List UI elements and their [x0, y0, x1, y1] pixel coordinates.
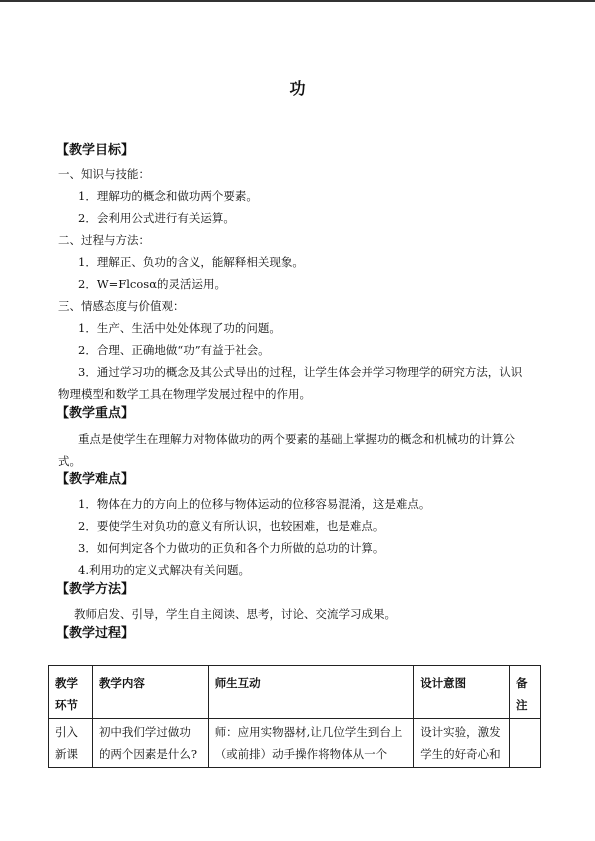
- emotion-title: 三、情感态度与价值观：: [58, 299, 185, 313]
- difficulty-item: 3．如何判定各个力做功的正负和各个力所做的总功的计算。: [78, 541, 385, 555]
- key-points-text-continued: 式。: [58, 454, 81, 468]
- difficulty-item: 1．物体在力的方向上的位移与物体运动的位移容易混淆，这是难点。: [78, 497, 431, 511]
- emotion-item: 1．生产、生活中处处体现了功的问题。: [78, 321, 281, 335]
- header-note: 备注: [510, 666, 541, 719]
- cell-stage: 引入新课: [49, 719, 93, 768]
- process-item: 1．理解正、负功的含义，能解释相关现象。: [78, 255, 304, 269]
- methods-heading: 【教学方法】: [56, 582, 135, 597]
- objectives-heading: 【教学目标】: [56, 143, 135, 158]
- procedure-heading: 【教学过程】: [56, 626, 135, 641]
- cell-interaction: 师：应用实物器材,让几位学生到台上（或前排）动手操作将物体从一个: [208, 719, 414, 768]
- emotion-item: 3．通过学习功的概念及其公式导出的过程，让学生体会并学习物理学的研究方法，认识: [78, 365, 523, 379]
- header-intent: 设计意图: [414, 666, 510, 719]
- emotion-item-continued: 物理模型和数学工具在物理学发展过程中的作用。: [58, 387, 311, 401]
- methods-text: 教师启发、引导，学生自主阅读、思考，讨论、交流学习成果。: [74, 607, 396, 621]
- difficulty-item: 4.利用功的定义式解决有关问题。: [78, 563, 250, 577]
- header-content: 教学内容: [92, 666, 208, 719]
- cell-content: 初中我们学过做功的两个因素是什么?: [92, 719, 208, 768]
- header-interaction: 师生互动: [208, 666, 414, 719]
- knowledge-title: 一、知识与技能：: [58, 167, 150, 181]
- key-points-heading: 【教学重点】: [56, 406, 135, 421]
- knowledge-item: 2．会利用公式进行有关运算。: [78, 211, 235, 225]
- table-header-row: [49, 666, 541, 719]
- page-title: 功: [289, 79, 306, 98]
- process-title: 二、过程与方法：: [58, 233, 150, 247]
- key-points-text: 重点是使学生在理解力对物体做功的两个要素的基础上掌握功的概念和机械功的计算公: [78, 432, 515, 446]
- cell-note: [510, 719, 541, 768]
- knowledge-item: 1．理解功的概念和做功两个要素。: [78, 189, 258, 203]
- difficulty-item: 2．要使学生对负功的意义有所认识，也较困难，也是难点。: [78, 519, 385, 533]
- teaching-process-table: [48, 665, 541, 768]
- process-item: 2．W=Flcosα的灵活运用。: [78, 277, 226, 291]
- emotion-item: 2．合理、正确地做“功”有益于社会。: [78, 343, 270, 357]
- header-stage: 教学环节: [49, 666, 93, 719]
- top-rule: [0, 0, 595, 2]
- difficulties-heading: 【教学难点】: [56, 472, 135, 487]
- table-row: [49, 719, 541, 768]
- cell-intent: 设计实验，激发学生的好奇心和: [414, 719, 510, 768]
